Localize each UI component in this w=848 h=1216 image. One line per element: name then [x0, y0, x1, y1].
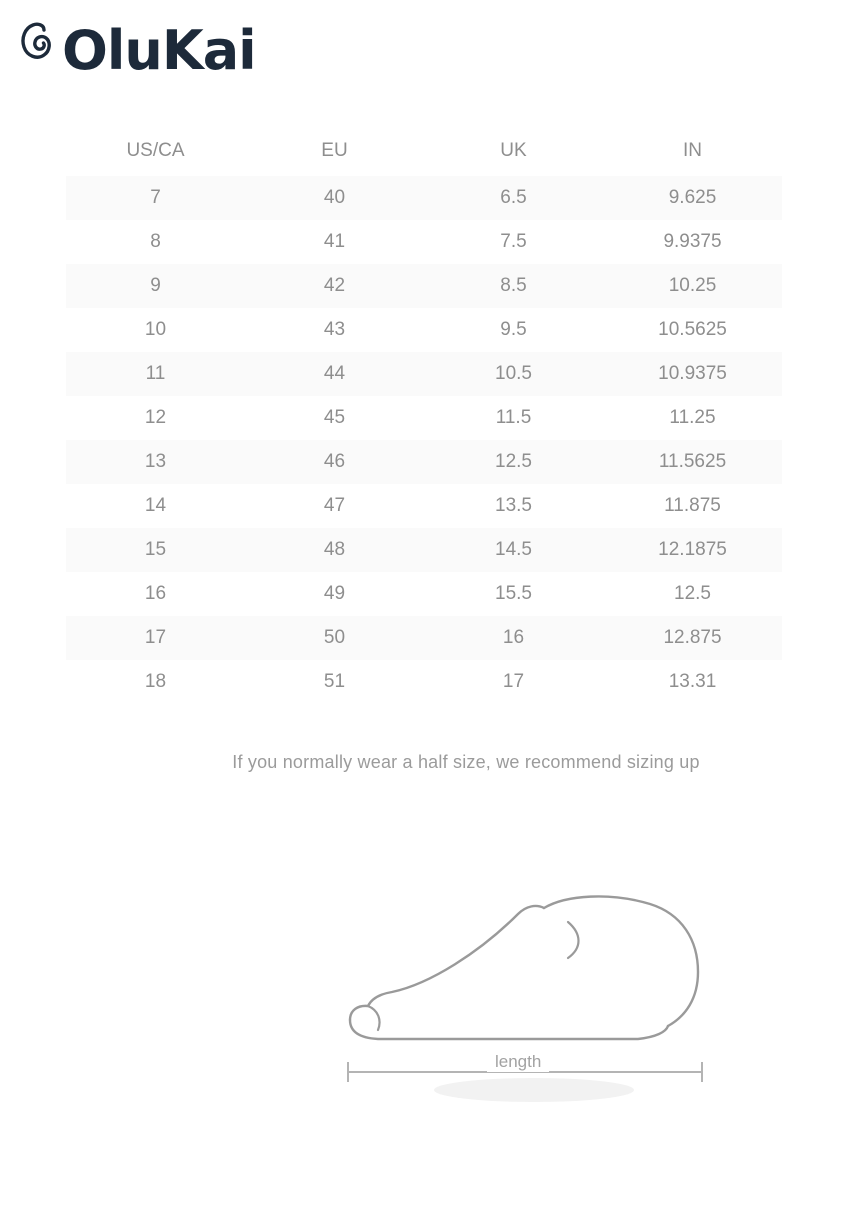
cell-eu: 47 [245, 484, 424, 528]
cell-in: 11.875 [603, 484, 782, 528]
table-row [66, 176, 782, 220]
cell-us-ca: 15 [66, 528, 245, 572]
cell-us-ca: 11 [66, 352, 245, 396]
cell-uk: 6.5 [424, 176, 603, 220]
cell-us-ca: 14 [66, 484, 245, 528]
cell-uk: 17 [424, 660, 603, 704]
olukai-hook-icon [18, 22, 60, 80]
table-row [66, 528, 782, 572]
foot-side-profile-icon [320, 890, 740, 1110]
cell-eu: 48 [245, 528, 424, 572]
cell-eu: 46 [245, 440, 424, 484]
cell-us-ca: 9 [66, 264, 245, 308]
sizing-note: If you normally wear a half size, we recommend sizing up [232, 752, 700, 772]
cell-us-ca: 10 [66, 308, 245, 352]
column-header-uk: UK [424, 132, 603, 176]
column-header-us-ca: US/CA [66, 132, 245, 176]
cell-uk: 16 [424, 616, 603, 660]
cell-in: 10.25 [603, 264, 782, 308]
cell-uk: 10.5 [424, 352, 603, 396]
table-row [66, 308, 782, 352]
cell-eu: 50 [245, 616, 424, 660]
cell-uk: 12.5 [424, 440, 603, 484]
cell-eu: 43 [245, 308, 424, 352]
cell-us-ca: 8 [66, 220, 245, 264]
cell-in: 9.625 [603, 176, 782, 220]
cell-eu: 49 [245, 572, 424, 616]
cell-in: 10.5625 [603, 308, 782, 352]
cell-us-ca: 18 [66, 660, 245, 704]
cell-us-ca: 13 [66, 440, 245, 484]
cell-uk: 11.5 [424, 396, 603, 440]
brand-name: OluKai [62, 19, 256, 82]
cell-in: 10.9375 [603, 352, 782, 396]
table-row [66, 440, 782, 484]
cell-eu: 42 [245, 264, 424, 308]
cell-eu: 41 [245, 220, 424, 264]
cell-uk: 14.5 [424, 528, 603, 572]
table-row [66, 264, 782, 308]
cell-us-ca: 12 [66, 396, 245, 440]
cell-uk: 15.5 [424, 572, 603, 616]
table-row [66, 396, 782, 440]
cell-in: 9.9375 [603, 220, 782, 264]
cell-uk: 8.5 [424, 264, 603, 308]
table-row [66, 616, 782, 660]
table-row [66, 352, 782, 396]
cell-eu: 51 [245, 660, 424, 704]
cell-us-ca: 7 [66, 176, 245, 220]
table-row [66, 572, 782, 616]
cell-in: 11.5625 [603, 440, 782, 484]
cell-eu: 40 [245, 176, 424, 220]
cell-eu: 45 [245, 396, 424, 440]
cell-us-ca: 17 [66, 616, 245, 660]
length-measurement-label: length [487, 1052, 549, 1072]
column-header-eu: EU [245, 132, 424, 176]
cell-in: 12.875 [603, 616, 782, 660]
cell-us-ca: 16 [66, 572, 245, 616]
table-header-row [66, 132, 782, 176]
brand-logo [18, 19, 256, 82]
cell-uk: 9.5 [424, 308, 603, 352]
cell-uk: 13.5 [424, 484, 603, 528]
cell-in: 12.5 [603, 572, 782, 616]
cell-in: 12.1875 [603, 528, 782, 572]
cell-uk: 7.5 [424, 220, 603, 264]
table-row [66, 220, 782, 264]
cell-eu: 44 [245, 352, 424, 396]
cell-in: 13.31 [603, 660, 782, 704]
size-chart-table [66, 132, 782, 704]
cell-in: 11.25 [603, 396, 782, 440]
column-header-in: IN [603, 132, 782, 176]
table-row [66, 660, 782, 704]
table-row [66, 484, 782, 528]
